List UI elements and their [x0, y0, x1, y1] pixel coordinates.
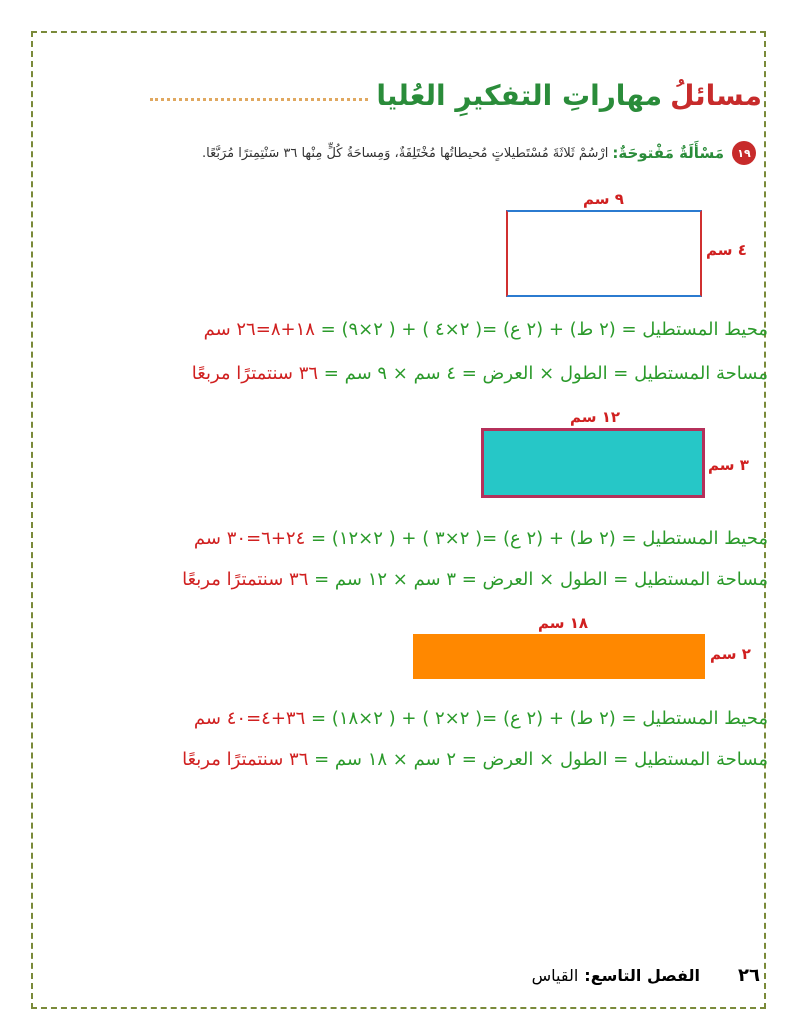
- problem-number-badge: ١٩: [732, 141, 756, 165]
- rect3-area-result: ٣٦ سنتمترًا مربعًا: [182, 749, 309, 770]
- rect3-area-expression: مساحة المستطيل = الطول × العرض = ٢ سم × ١٨ سم =: [308, 749, 768, 770]
- page-border: [31, 31, 766, 1009]
- page-number: ٢٦: [738, 964, 760, 986]
- chapter-label: الفصل التاسع:: [584, 965, 701, 985]
- rect3-perimeter-line: [194, 705, 768, 733]
- rect2-width-label: ٣ سم: [708, 456, 749, 474]
- rect1-perimeter-line: [204, 316, 768, 344]
- rect1-area-result: ٣٦ سنتمترًا مربعًا: [191, 363, 319, 384]
- rect2-perimeter-result: ٢٤+٦=٣٠ سم: [193, 528, 306, 549]
- chapter-topic: القياس: [531, 965, 579, 985]
- rect2-perimeter-expression: محيط المستطيل = (٢ ط) + (٢ ع) =( ٢×٣ ) + ( ٢×١٢) =: [305, 528, 768, 549]
- problem-statement: [76, 140, 756, 166]
- rectangle-3: [413, 634, 705, 679]
- rect3-area-line: [182, 746, 768, 774]
- problem-label: مَسْأَلَةٌ مَفْتوحَةٌ:: [612, 144, 724, 162]
- title-part-problems: مسائلُ: [670, 78, 762, 112]
- rect2-area-result: ٣٦ سنتمترًا مربعًا: [182, 569, 309, 590]
- rect2-area-line: [182, 566, 768, 594]
- title-dotted-rule: [150, 98, 368, 101]
- rect1-area-expression: مساحة المستطيل = الطول × العرض = ٤ سم × ٩ سم =: [318, 363, 768, 384]
- rectangle-1: [506, 210, 702, 297]
- rect3-perimeter-result: ٣٦+٤=٤٠ سم: [193, 708, 306, 729]
- rect3-length-label: ١٨ سم: [538, 614, 589, 632]
- rect2-perimeter-line: [194, 525, 768, 553]
- page-footer: [532, 962, 760, 988]
- rect3-perimeter-expression: محيط المستطيل = (٢ ط) + (٢ ع) =( ٢×٢ ) + ( ٢×١٨) =: [305, 708, 768, 729]
- rect1-area-line: [192, 360, 768, 388]
- rectangle-2: [481, 428, 705, 498]
- rect2-area-expression: مساحة المستطيل = الطول × العرض = ٣ سم × ١٢ سم =: [308, 569, 768, 590]
- rect1-width-label: ٤ سم: [706, 241, 747, 259]
- rect3-width-label: ٢ سم: [710, 645, 751, 663]
- rect1-length-label: ٩ سم: [583, 190, 624, 208]
- rect1-perimeter-expression: محيط المستطيل = (٢ ط) + (٢ ع) =( ٢×٤ ) + ( ٢×٩) =: [314, 319, 768, 340]
- problem-text: ارْسُمْ ثَلاثَةَ مُسْتَطيلاتٍ مُحيطاتُها مُخْتَلِفَةٌ، وَمِساحَةُ كُلٍّ مِنْها ٣٦ سَنْتِمِترًا مُرَبَّعًا.: [202, 145, 609, 161]
- title-part-skills: مهاراتِ التفكيرِ العُليا: [376, 78, 663, 112]
- section-title: [142, 75, 762, 115]
- rect1-perimeter-result: ١٨+٨=٢٦ سم: [203, 319, 315, 340]
- rect2-length-label: ١٢ سم: [570, 408, 621, 426]
